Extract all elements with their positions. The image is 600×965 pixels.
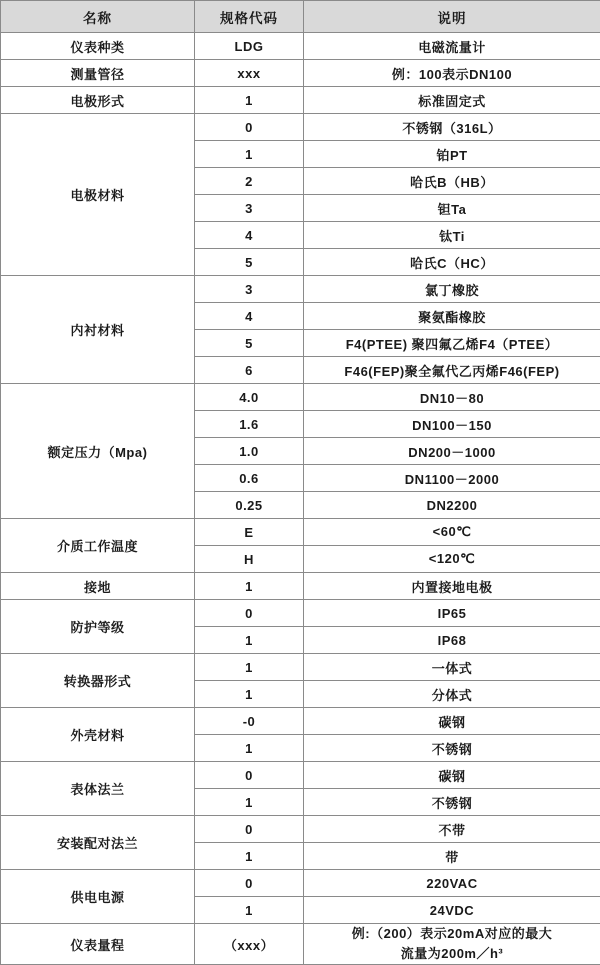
table-row xyxy=(1,33,600,60)
spec-code-cell: 1 xyxy=(195,141,304,168)
spec-description-cell: 氯丁橡胶 xyxy=(304,276,600,303)
row-group-name: 仪表量程 xyxy=(1,924,195,965)
spec-description-cell: DN10－80 xyxy=(304,384,600,411)
row-group-name: 电极形式 xyxy=(1,87,195,114)
spec-code-cell: 5 xyxy=(195,249,304,276)
row-group-name: 防护等级 xyxy=(1,600,195,654)
table-row xyxy=(1,708,600,735)
row-group-name: 电极材料 xyxy=(1,114,195,276)
spec-description-cell: 例：100表示DN100 xyxy=(304,60,600,87)
spec-description-cell: 不锈钢 xyxy=(304,789,600,816)
spec-description-cell: 不带 xyxy=(304,816,600,843)
spec-code-cell: LDG xyxy=(195,33,304,60)
spec-description-cell: 哈氏B（HB） xyxy=(304,168,600,195)
spec-code-cell: 3 xyxy=(195,195,304,222)
spec-description-cell: DN200－1000 xyxy=(304,438,600,465)
spec-code-cell: 1 xyxy=(195,897,304,924)
row-group-name: 安装配对法兰 xyxy=(1,816,195,870)
spec-code-cell: 3 xyxy=(195,276,304,303)
spec-description-cell: 电磁流量计 xyxy=(304,33,600,60)
spec-code-cell: xxx xyxy=(195,60,304,87)
table-row xyxy=(1,762,600,789)
spec-description-cell: 不锈钢 xyxy=(304,735,600,762)
spec-code-cell: 0.6 xyxy=(195,465,304,492)
spec-code-cell: 1.0 xyxy=(195,438,304,465)
table-row xyxy=(1,816,600,843)
table-row xyxy=(1,87,600,114)
spec-description-cell: F46(FEP)聚全氟代乙丙烯F46(FEP) xyxy=(304,357,600,384)
spec-description-cell: <120℃ xyxy=(304,546,600,573)
column-header-description: 说明 xyxy=(304,1,600,33)
table-header xyxy=(1,1,600,33)
table-row xyxy=(1,60,600,87)
spec-description-cell: 聚氨酯橡胶 xyxy=(304,303,600,330)
table-row xyxy=(1,114,600,141)
spec-description-cell: 内置接地电极 xyxy=(304,573,600,600)
spec-description-cell: 一体式 xyxy=(304,654,600,681)
spec-code-cell: 0 xyxy=(195,114,304,141)
table-row xyxy=(1,276,600,303)
row-group-name: 仪表种类 xyxy=(1,33,195,60)
table-header-row xyxy=(1,1,600,33)
spec-code-cell: E xyxy=(195,519,304,546)
spec-code-cell: 0 xyxy=(195,870,304,897)
spec-description-cell: IP68 xyxy=(304,627,600,654)
row-group-name: 测量管径 xyxy=(1,60,195,87)
column-header-code: 规格代码 xyxy=(195,1,304,33)
spec-code-cell: （xxx） xyxy=(195,924,304,965)
row-group-name: 表体法兰 xyxy=(1,762,195,816)
spec-description-cell: 钛Ti xyxy=(304,222,600,249)
spec-description-cell: 哈氏C（HC） xyxy=(304,249,600,276)
spec-code-cell: 1 xyxy=(195,87,304,114)
spec-code-cell: 1 xyxy=(195,654,304,681)
spec-code-cell: 1 xyxy=(195,843,304,870)
row-group-name: 介质工作温度 xyxy=(1,519,195,573)
description-line: 例:（200）表示20mA对应的最大 xyxy=(304,924,600,944)
spec-code-cell: 0.25 xyxy=(195,492,304,519)
spec-description-cell: 钽Ta xyxy=(304,195,600,222)
spec-code-cell: 1 xyxy=(195,573,304,600)
spec-code-cell: 4.0 xyxy=(195,384,304,411)
spec-code-cell: 6 xyxy=(195,357,304,384)
spec-description-cell: DN1100－2000 xyxy=(304,465,600,492)
row-group-name: 转换器形式 xyxy=(1,654,195,708)
spec-code-cell: 4 xyxy=(195,222,304,249)
spec-description-cell: <60℃ xyxy=(304,519,600,546)
spec-description-cell: DN2200 xyxy=(304,492,600,519)
spec-description-cell: 带 xyxy=(304,843,600,870)
spec-description-cell: DN100－150 xyxy=(304,411,600,438)
spec-description-cell: 220VAC xyxy=(304,870,600,897)
row-group-name: 额定压力（Mpa) xyxy=(1,384,195,519)
table-row xyxy=(1,573,600,600)
spec-code-cell: 1 xyxy=(195,627,304,654)
table-row xyxy=(1,870,600,897)
spec-description-cell: 碳钢 xyxy=(304,762,600,789)
table-row xyxy=(1,384,600,411)
table-row xyxy=(1,600,600,627)
description-line: 流量为200m／h³ xyxy=(304,944,600,964)
spec-description-cell: 不锈钢（316L） xyxy=(304,114,600,141)
spec-description-cell: 标准固定式 xyxy=(304,87,600,114)
spec-description-cell xyxy=(304,924,600,965)
spec-code-cell: 1.6 xyxy=(195,411,304,438)
spec-description-cell: IP65 xyxy=(304,600,600,627)
table-row xyxy=(1,519,600,546)
row-group-name: 供电电源 xyxy=(1,870,195,924)
row-group-name: 接地 xyxy=(1,573,195,600)
spec-code-cell: 0 xyxy=(195,816,304,843)
spec-description-cell: 铂PT xyxy=(304,141,600,168)
table-row xyxy=(1,924,600,965)
spec-description-cell: 碳钢 xyxy=(304,708,600,735)
spec-description-cell: F4(PTEE) 聚四氟乙烯F4（PTEE） xyxy=(304,330,600,357)
spec-code-cell: 4 xyxy=(195,303,304,330)
row-group-name: 外壳材料 xyxy=(1,708,195,762)
column-header-name: 名称 xyxy=(1,1,195,33)
spec-code-cell: 2 xyxy=(195,168,304,195)
spec-code-cell: 0 xyxy=(195,762,304,789)
spec-code-cell: 1 xyxy=(195,789,304,816)
spec-description-cell: 24VDC xyxy=(304,897,600,924)
spec-code-cell: 5 xyxy=(195,330,304,357)
table-row xyxy=(1,654,600,681)
spec-code-cell: 1 xyxy=(195,735,304,762)
spec-code-cell: 1 xyxy=(195,681,304,708)
row-group-name: 内衬材料 xyxy=(1,276,195,384)
table-body xyxy=(1,33,600,965)
spec-code-cell: H xyxy=(195,546,304,573)
spec-description-cell: 分体式 xyxy=(304,681,600,708)
spec-code-cell: 0 xyxy=(195,600,304,627)
spec-code-cell: -0 xyxy=(195,708,304,735)
